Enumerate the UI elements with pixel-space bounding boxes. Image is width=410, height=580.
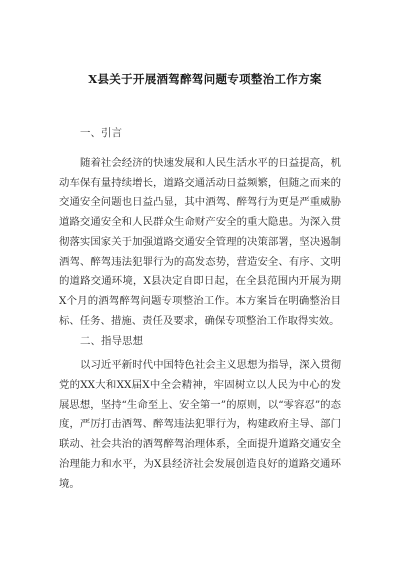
section-paragraph-guiding-ideology: 以习近平新时代中国特色社会主义思想为指导，深入贯彻党的XX大和XX届X中全会精神，牢固树立以人民为中心的发展思想，坚持“生命至上、安全第一”的原则，以“零容忍”的态度，严厉打击酒驾、醉驾违法犯罪行为，构建政府主导、部门联动、社会共治的酒驾醉驾治理体系，全面提升道路交通安全治理能力和水平，为X县经济社会发展创造良好的道路交通环境。 xyxy=(59,359,341,490)
section-heading-guiding-ideology: 二、指导思想 xyxy=(80,335,143,348)
document-body xyxy=(59,124,341,494)
document-title: X县关于开展酒驾醉驾问题专项整治工作方案 xyxy=(88,72,322,86)
section-heading-introduction: 一、引言 xyxy=(80,127,122,139)
section-paragraph-introduction: 随着社会经济的快速发展和人民生活水平的日益提高，机动车保有量持续增长，道路交通活动日益频繁，但随之而来的交通安全问题也日益凸显，其中酒驾、醉驾行为更是严重威胁道路交通安全和人民群众生命财产安全的重大隐患。为深入贯彻落实国家关于加强道路交通安全管理的决策部署，坚决遏制酒驾、醉驾违法犯罪行为的高发态势，营造安全、有序、文明的道路交通环境，X县决定自即日起，在全县范围内开展为期X个月的酒驾醉驾问题专项整治工作。本方案旨在明确整治目标、任务、措施、责任及要求，确保专项整治工作取得实效。 xyxy=(59,157,341,327)
